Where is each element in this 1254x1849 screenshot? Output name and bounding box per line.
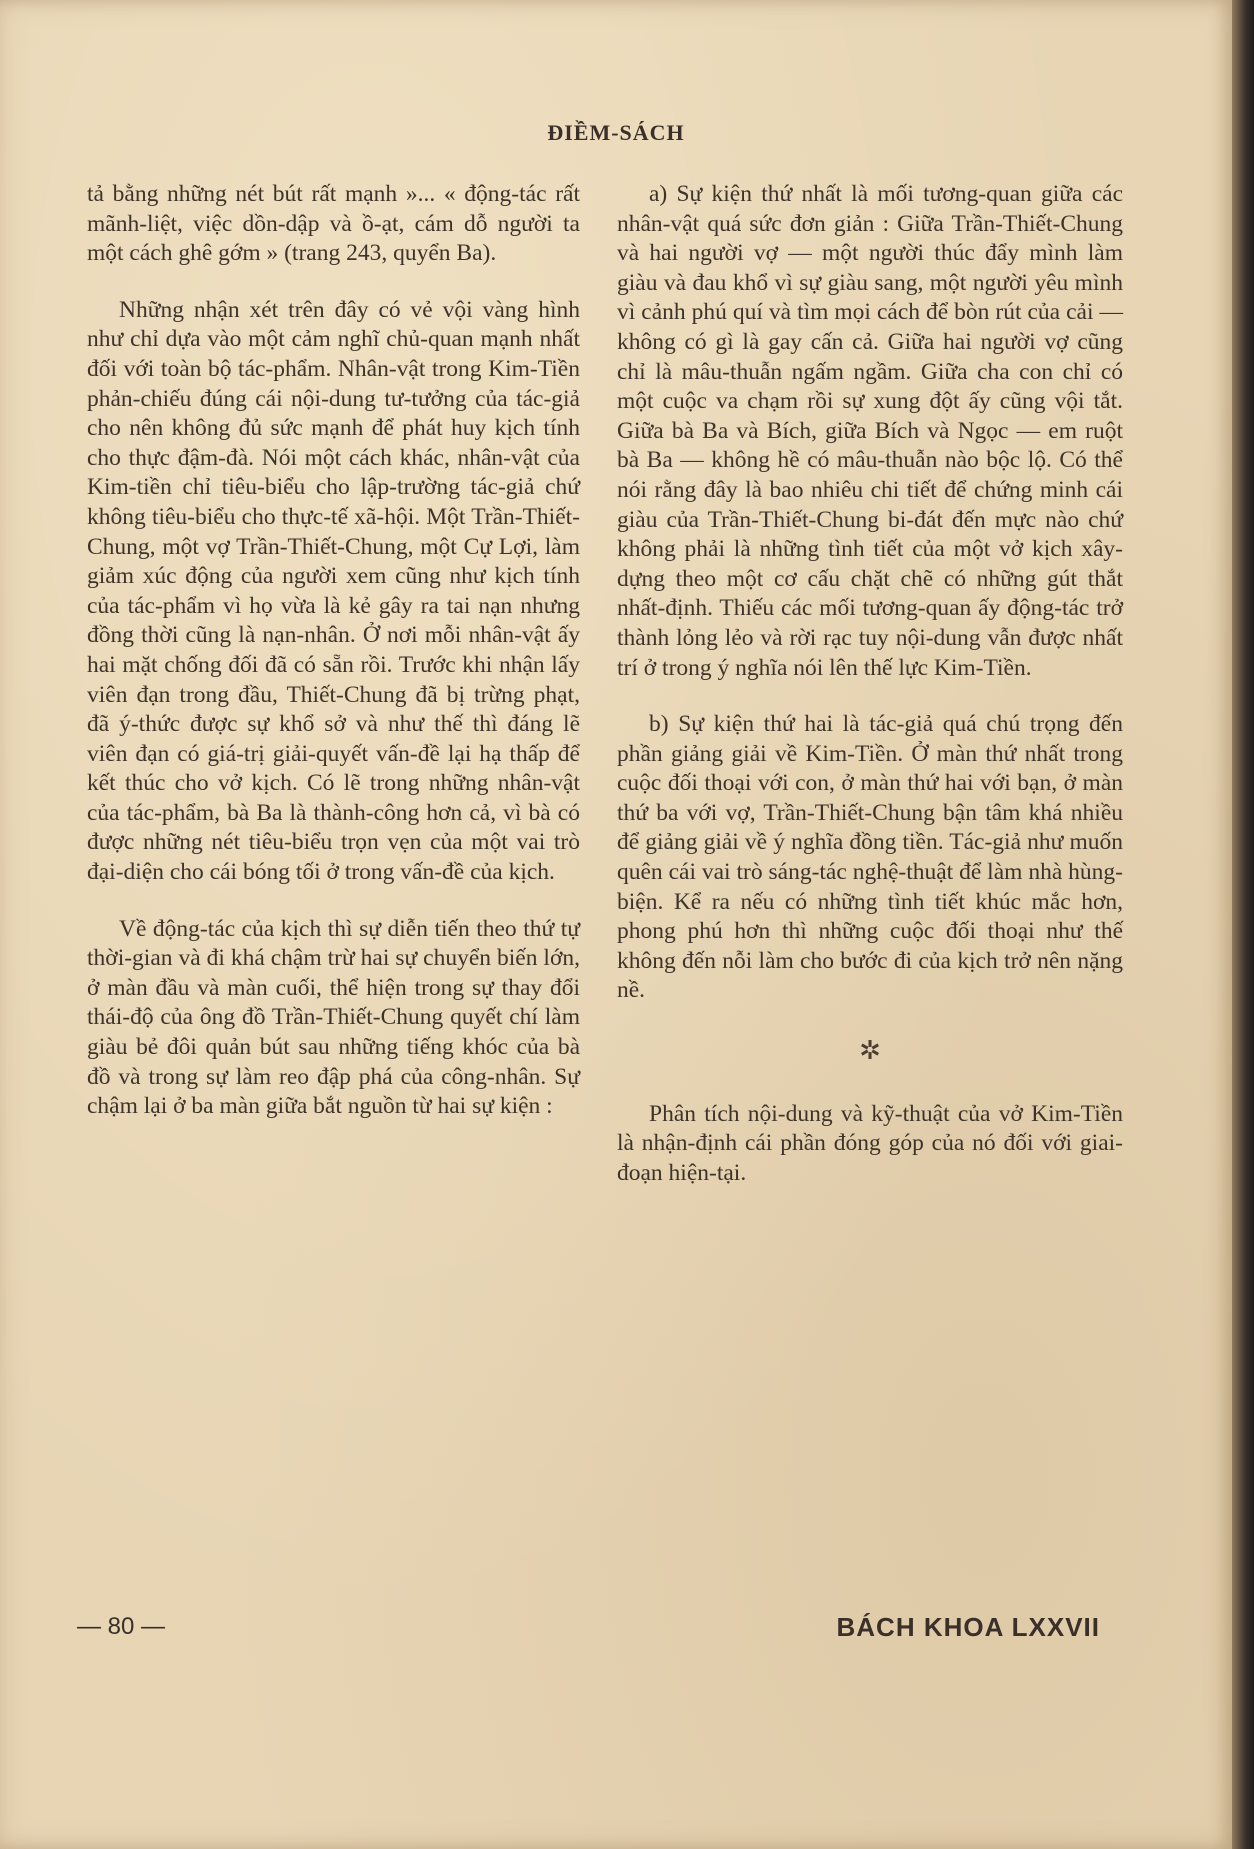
separator-ornament: ✲ [859, 1036, 881, 1066]
section-header: ĐIỀM-SÁCH [547, 120, 685, 145]
publication-name: BÁCH KHOA LXXVII [836, 1612, 1100, 1642]
paragraph: Những nhận xét trên đây có vẻ vội vàng hình như chỉ dựa vào một cảm nghĩ chủ-quan mạnh nhất đối với toàn bộ tác-phẩm. Nhân-vật trong Kim-Tiền phản-chiếu đúng cái nội-dung tư-tưởng của tác-giả cho nên không đủ sức mạnh để phát huy kịch tính cho thực đậm-đà. Nói một cách khác, nhân-vật của Kim-tiền chỉ tiêu-biểu cho lập-trường tác-giả chứ không tiêu-biểu cho thực-tế xã-hội. Một Trần-Thiết-Chung, một vợ Trần-Thiết-Chung, một Cự Lợi, làm giảm xúc động của người xem cũng như kịch tính của tác-phẩm vì họ vừa là kẻ gây ra tai nạn nhưng đồng thời cũng là nạn-nhân. Ở nơi mỗi nhân-vật ấy hai mặt chống đối đã có sẵn rồi. Trước khi nhận lấy viên đạn trong đầu, Thiết-Chung đã bị trừng phạt, đã ý-thức được sự khổ sở và như thế thì đáng lẽ viên đạn có giá-trị giải-quyết vấn-đề lại hạ thấp để kết thúc cho vở kịch. Có lẽ trong những nhân-vật của tác-phẩm, bà Ba là thành-công hơn cả, vì bà có được những nét tiêu-biểu trọn vẹn của một vai trò đại-diện cho cái bóng tối ở trong vấn-đề của kịch. [87, 296, 580, 886]
paragraph: Về động-tác của kịch thì sự diễn tiến theo thứ tự thời-gian và đi khá chậm trừ hai sự chuyển biến lớn, ở màn đầu và màn cuối, thể hiện trong sự thay đổi thái-độ của ông đồ Trần-Thiết-Chung quyết chí làm giàu bẻ đôi quản bút sau những tiếng khóc của bà đồ và trong sự làm reo đập phá của công-nhân. Sự chậm lại ở ba màn giữa bắt nguồn từ hai sự kiện : [87, 915, 580, 1120]
paragraph: b) Sự kiện thứ hai là tác-giả quá chú trọng đến phần giảng giải về Kim-Tiền. Ở màn thứ nhất trong cuộc đối thoại với con, ở màn thứ hai với bạn, ở màn thứ ba với vợ, Trần-Thiết-Chung bận tâm khá nhiều để giảng giải về ý nghĩa đồng tiền. Tác-giả như muốn quên cái vai trò sáng-tác nghệ-thuật để làm nhà hùng-biện. Kể ra nếu có những tình tiết khúc mắc hơn, phong phú hơn thì những cuộc đối thoại như thế không đến nỗi làm cho bước đi của kịch trở nên nặng nề. [617, 711, 1123, 1004]
left-column [87, 180, 580, 1122]
right-column [617, 180, 1123, 1188]
closing-paragraph: Phân tích nội-dung và kỹ-thuật của vở Kim-Tiền là nhận-định cái phần đóng góp của nó đối với giai-đoạn hiện-tại. [617, 1100, 1123, 1186]
page-edge [1232, 0, 1254, 1849]
paragraph: tả bằng những nét bút rất mạnh »... « động-tác rất mãnh-liệt, việc dồn-dập và ồ-ạt, cám dỗ người ta một cách ghê gớm » (trang 243, quyển Ba). [87, 181, 580, 267]
page-number: — 80 — [77, 1613, 166, 1640]
paragraph: a) Sự kiện thứ nhất là mối tương-quan giữa các nhân-vật quá sức đơn giản : Giữa Trần-Thiết-Chung và hai người vợ — một người thúc đẩy mình làm giàu và đau khổ vì sự giàu sang, một người yêu mình vì cảnh phú quí và tìm mọi cách để bòn rút của cải — không có gì là gay cấn cả. Giữa hai người vợ cũng chỉ là mâu-thuẫn ngấm ngầm. Giữa cha con chỉ có một cuộc va chạm rồi sự xung đột ấy cũng vội tắt. Giữa bà Ba và Bích, giữa Bích và Ngọc — em ruột bà Ba — không hề có mâu-thuẫn nào bộc lộ. Có thể nói rằng đây là bao nhiêu chi tiết để chứng minh cái giàu của Trần-Thiết-Chung bi-đát đến mực nào chứ không phải là những tình tiết của một vở kịch xây-dựng theo một cơ cấu chặt chẽ có những gút thắt nhất-định. Thiếu các mối tương-quan ấy động-tác trở thành lỏng lẻo và rời rạc tuy nội-dung vẫn được nhất trí ở trong ý nghĩa nói lên thế lực Kim-Tiền. [617, 181, 1123, 681]
